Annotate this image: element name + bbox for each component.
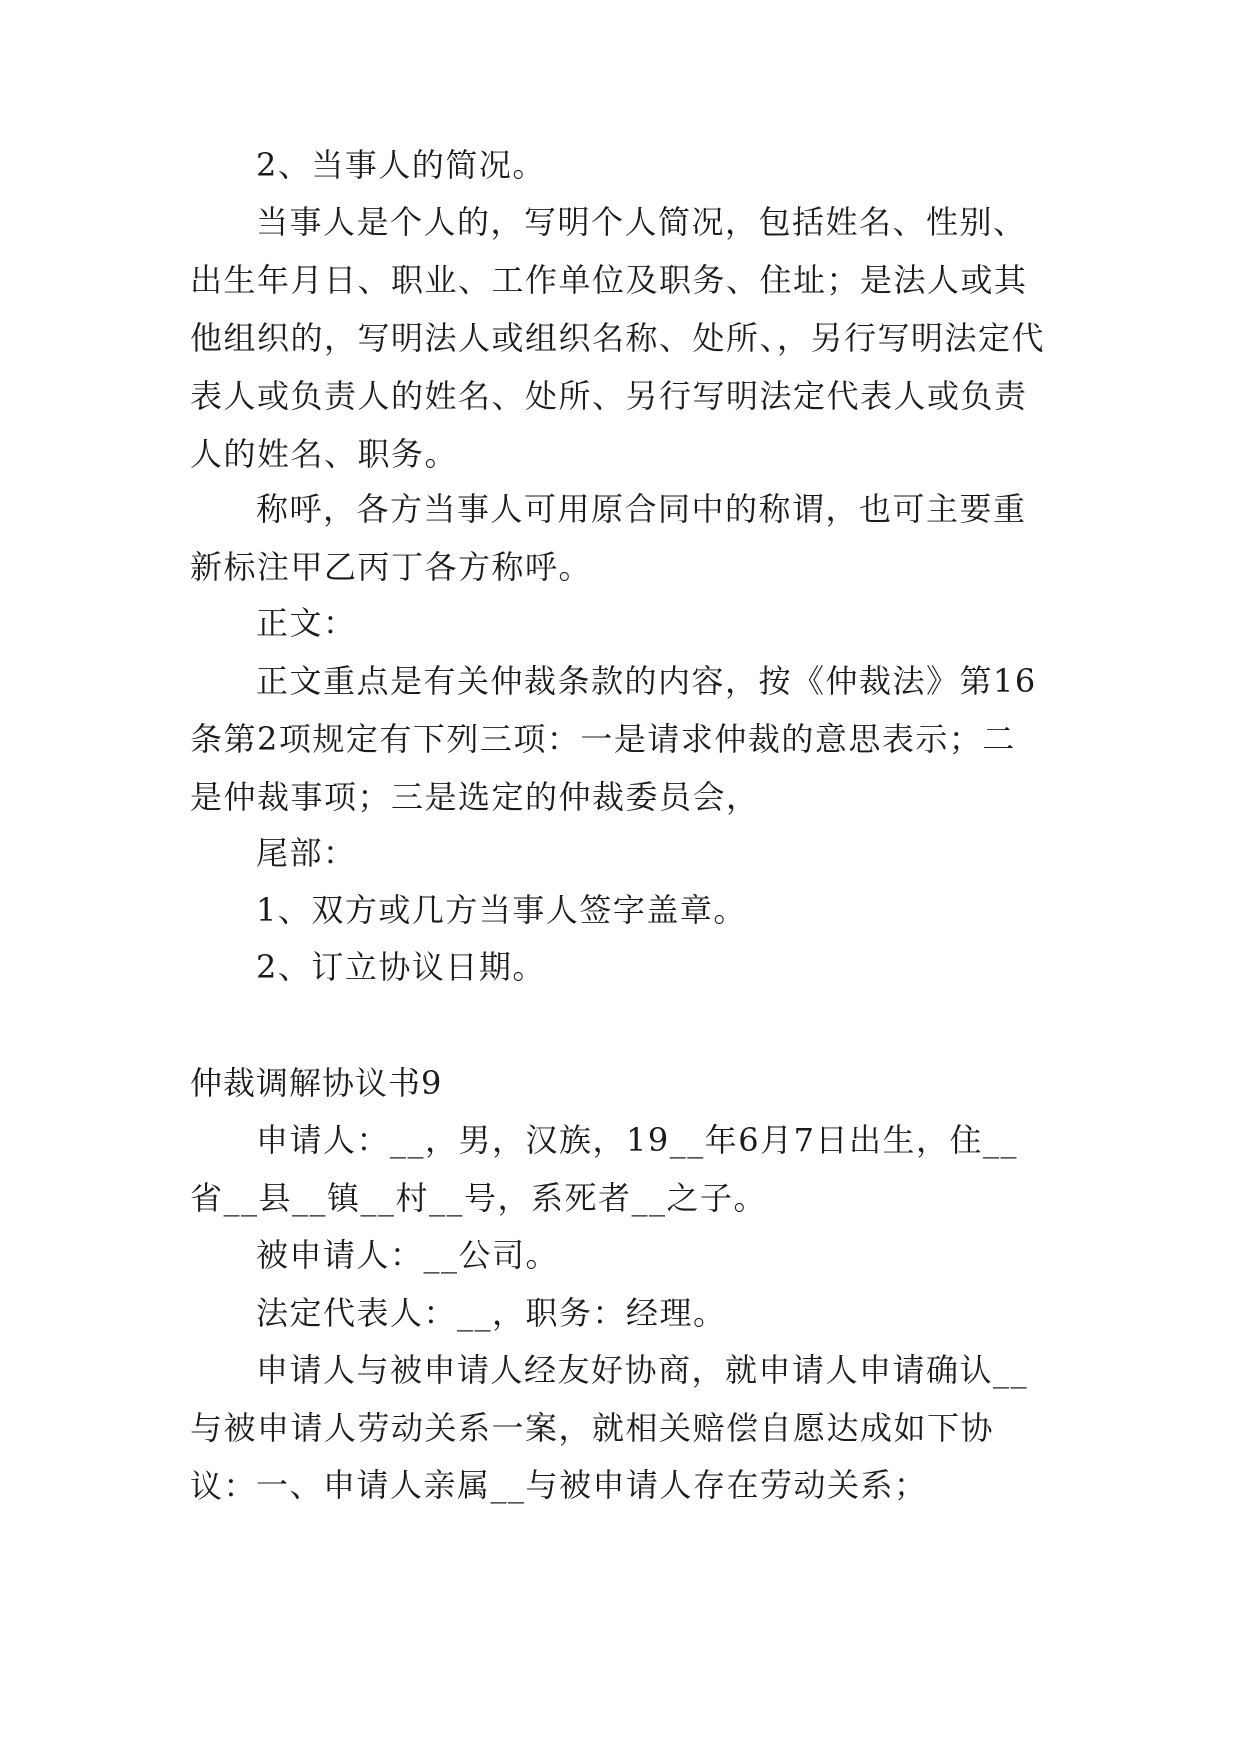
paragraph-clause-one: 一、申请人亲属__与被申请人存在劳动关系； [256, 1466, 928, 1504]
paragraph-party-overview: 2、当事人的简况。 [256, 146, 546, 184]
paragraph-body-content: 正文重点是有关仲裁条款的内容，按《仲裁法》第16条第2项规定有下列三项：一是请求仲裁的意思表示；二是仲裁事项；三是选定的仲裁委员会， [190, 662, 1037, 816]
paragraph-ending-heading: 尾部： [256, 834, 357, 872]
paragraph-signature: 1、双方或几方当事人签字盖章。 [256, 891, 747, 929]
paragraph-agreement-intro: 申请人与被申请人经友好协商，就申请人申请确认__与被申请人劳动关系一案，就相关赔偿自愿达成如下协议： [190, 1351, 1029, 1505]
paragraph-appellation: 称呼，各方当事人可用原合同中的称谓，也可主要重新标注甲乙丙丁各方称呼。 [190, 490, 1027, 586]
paragraph-respondent: 被申请人：__公司。 [256, 1236, 560, 1274]
document-title: 仲裁调解协议书9 [190, 1064, 443, 1102]
paragraph-legal-representative: 法定代表人：__，职务：经理。 [256, 1294, 727, 1332]
paragraph-party-details: 当事人是个人的，写明个人简况，包括姓名、性别、出生年月日、职业、工作单位及职务、住址；是法人或其他组织的，写明法人或组织名称、处所、，另行写明法定代表人或负责人的姓名、处所、另行写明法定代表人或负责人的姓名、职务。 [190, 203, 1046, 473]
paragraph-body-heading: 正文： [256, 604, 357, 642]
paragraph-applicant: 申请人：__，男，汉族，19__年6月7日出生，住__省__县__镇__村__号，系死者__之子。 [190, 1121, 1018, 1217]
paragraph-date: 2、订立协议日期。 [256, 948, 546, 986]
